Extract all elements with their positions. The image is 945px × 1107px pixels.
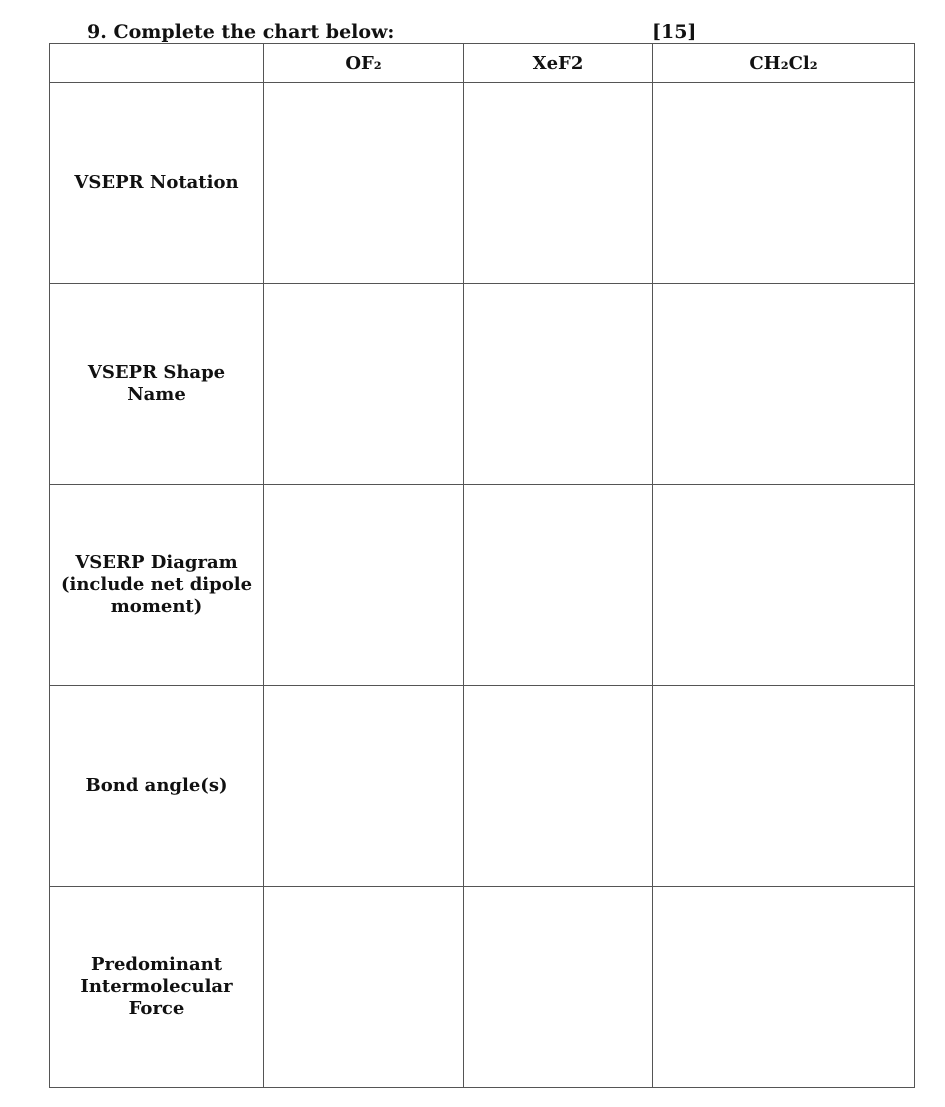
answer-cell-shape-ch2cl2[interactable] [653,284,915,485]
row-header-vsepr-shape-name: VSEPR Shape Name [50,284,264,485]
answer-cell-shape-of2[interactable] [264,284,464,485]
row-intermolecular-force [50,887,915,1088]
column-header-xef2: XeF2 [464,44,653,83]
answer-cell-notation-xef2[interactable] [464,83,653,284]
row-header-vserp-diagram: VSERP Diagram (include net dipole moment) [50,485,264,686]
answer-cell-angle-ch2cl2[interactable] [653,686,915,887]
answer-cell-notation-of2[interactable] [264,83,464,284]
answer-cell-diagram-of2[interactable] [264,485,464,686]
answer-cell-diagram-ch2cl2[interactable] [653,485,915,686]
header-row [50,44,915,83]
row-header-bond-angles: Bond angle(s) [50,686,264,887]
vsepr-chart [49,43,915,1088]
question-marks: [15] [652,21,697,43]
column-header-ch2cl2: CH₂Cl₂ [653,44,915,83]
answer-cell-force-ch2cl2[interactable] [653,887,915,1088]
answer-cell-angle-xef2[interactable] [464,686,653,887]
row-header-intermolecular-force: Predominant Intermolecular Force [50,887,264,1088]
question-prompt: 9. Complete the chart below: [87,21,395,43]
row-vserp-diagram [50,485,915,686]
corner-cell [50,44,264,83]
row-header-vsepr-notation: VSEPR Notation [50,83,264,284]
row-vsepr-notation [50,83,915,284]
row-bond-angles [50,686,915,887]
answer-cell-force-xef2[interactable] [464,887,653,1088]
answer-cell-angle-of2[interactable] [264,686,464,887]
answer-cell-diagram-xef2[interactable] [464,485,653,686]
answer-cell-force-of2[interactable] [264,887,464,1088]
column-header-of2: OF₂ [264,44,464,83]
answer-cell-shape-xef2[interactable] [464,284,653,485]
answer-cell-notation-ch2cl2[interactable] [653,83,915,284]
row-vsepr-shape-name [50,284,915,485]
